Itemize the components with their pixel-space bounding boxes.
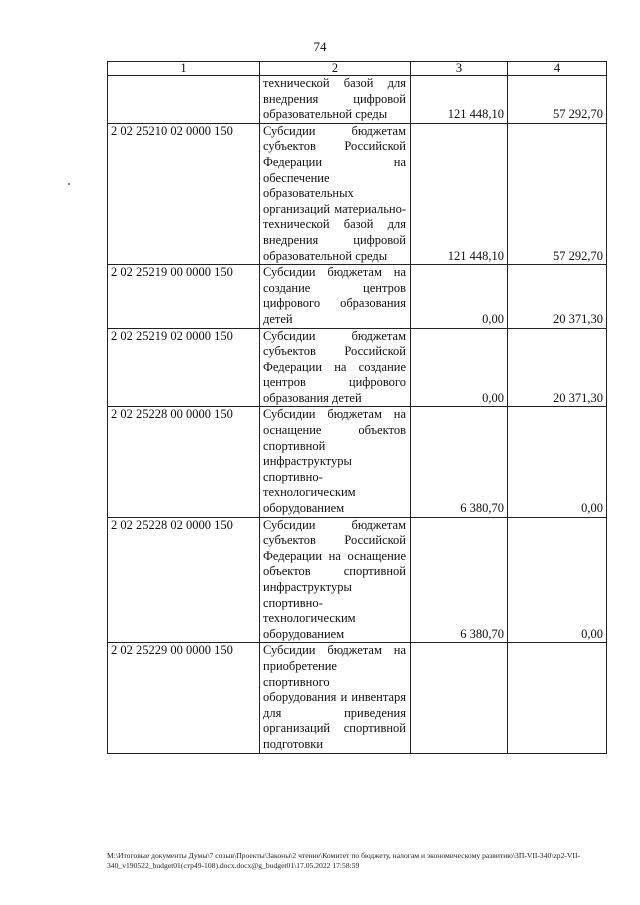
table-row bbox=[108, 76, 607, 124]
table-row bbox=[108, 265, 607, 328]
table-row bbox=[108, 328, 607, 407]
header-row bbox=[108, 62, 607, 76]
amount-col4: 0,00 bbox=[508, 407, 607, 517]
file-path-footer bbox=[107, 851, 617, 871]
footer-line-1: M:\Итоговые документы Думы\7 созыв\Проекты\Законы\2 чтение\Комитет по бюджету, налогам и экономическому развитию\ЗП-VII-340\zp2-VII- bbox=[107, 851, 581, 860]
budget-code: 2 02 25210 02 0000 150 bbox=[108, 123, 260, 264]
budget-code bbox=[108, 76, 260, 124]
table-row bbox=[108, 643, 607, 753]
amount-col4: 57 292,70 bbox=[508, 123, 607, 264]
description: Субсидии бюджетам на приобретение спортивного оборудования и инвентаря для приведения организаций спортивной подготовки bbox=[260, 643, 411, 753]
amount-col3: 121 448,10 bbox=[411, 123, 508, 264]
amount-col3: 6 380,70 bbox=[411, 407, 508, 517]
amount-col4: 20 371,30 bbox=[508, 328, 607, 407]
description: технической базой для внедрения цифровой образовательной среды bbox=[260, 76, 411, 124]
description: Субсидии бюджетам субъектов Российской Федерации на оснащение объектов спортивной инфраструктуры спортивно-технологическим оборудованием bbox=[260, 517, 411, 643]
description: Субсидии бюджетам субъектов Российской Федерации на создание центров цифрового образования детей bbox=[260, 328, 411, 407]
budget-code: 2 02 25228 02 0000 150 bbox=[108, 517, 260, 643]
description: Субсидии бюджетам на создание центров цифрового образования детей bbox=[260, 265, 411, 328]
margin-dot bbox=[68, 183, 70, 185]
budget-code: 2 02 25219 00 0000 150 bbox=[108, 265, 260, 328]
table-row bbox=[108, 407, 607, 517]
header-cell-1: 1 bbox=[108, 62, 260, 76]
description: Субсидии бюджетам на оснащение объектов спортивной инфраструктуры спортивно-технологическим оборудованием bbox=[260, 407, 411, 517]
footer-line-2: 340_v190522_budget01(стр49-108).docx.docx@g_budget01\17.05.2022 17:58:59 bbox=[107, 861, 360, 870]
table-row bbox=[108, 123, 607, 264]
budget-code: 2 02 25229 00 0000 150 bbox=[108, 643, 260, 753]
amount-col3: 0,00 bbox=[411, 328, 508, 407]
header-cell-4: 4 bbox=[508, 62, 607, 76]
amount-col3: 121 448,10 bbox=[411, 76, 508, 124]
table-row bbox=[108, 517, 607, 643]
amount-col3: 6 380,70 bbox=[411, 517, 508, 643]
budget-code: 2 02 25219 02 0000 150 bbox=[108, 328, 260, 407]
budget-code: 2 02 25228 00 0000 150 bbox=[108, 407, 260, 517]
page-number: 74 bbox=[313, 39, 327, 54]
description: Субсидии бюджетам субъектов Российской Федерации на обеспечение образовательных организаций материально-технической базой для внедрения цифровой образовательной среды bbox=[260, 123, 411, 264]
amount-col3 bbox=[411, 643, 508, 753]
amount-col4 bbox=[508, 643, 607, 753]
header-cell-3: 3 bbox=[411, 62, 508, 76]
amount-col4: 57 292,70 bbox=[508, 76, 607, 124]
amount-col3: 0,00 bbox=[411, 265, 508, 328]
amount-col4: 0,00 bbox=[508, 517, 607, 643]
header-cell-2: 2 bbox=[260, 62, 411, 76]
budget-table bbox=[107, 61, 607, 754]
amount-col4: 20 371,30 bbox=[508, 265, 607, 328]
